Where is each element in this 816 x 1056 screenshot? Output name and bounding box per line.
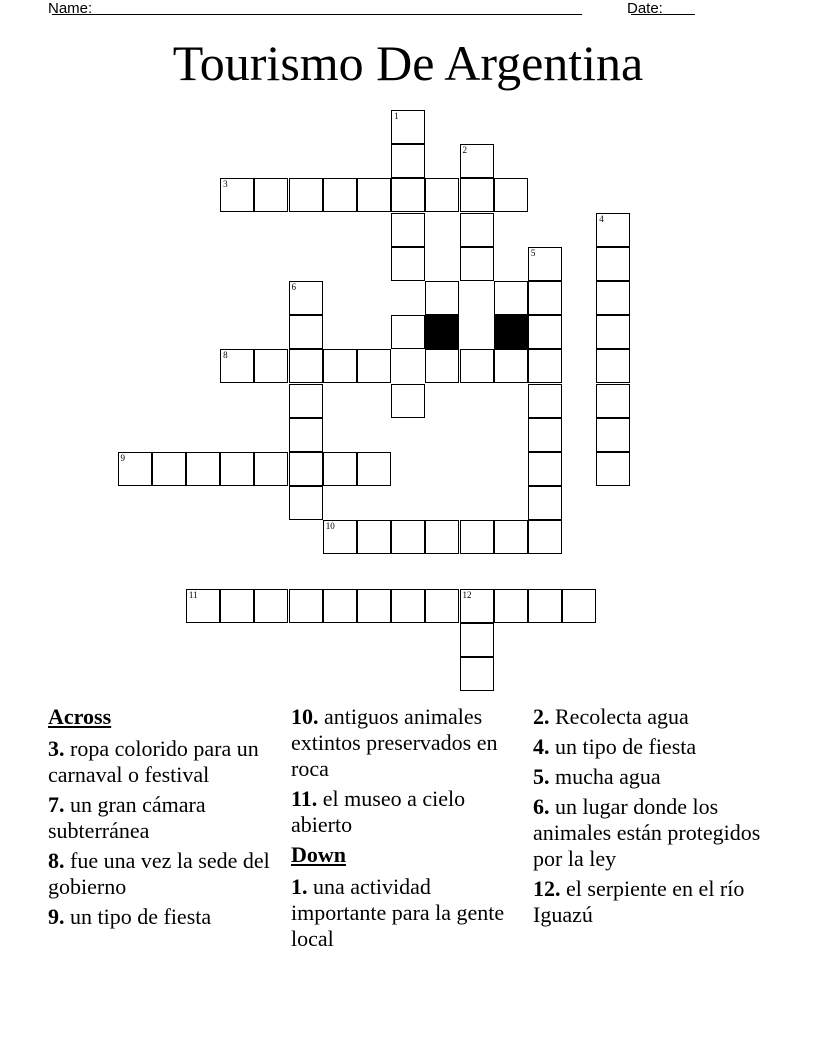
clue-number: 3 [223, 179, 228, 190]
grid-cell[interactable] [494, 281, 528, 315]
grid-cell[interactable] [289, 452, 323, 486]
clue-number: 6 [291, 282, 296, 292]
grid-cell[interactable] [186, 452, 220, 486]
grid-cell[interactable] [460, 623, 494, 657]
clue-item-text: fue una vez la sede del gobierno [48, 848, 270, 899]
grid-cell[interactable] [323, 178, 357, 212]
grid-cell[interactable] [460, 144, 494, 178]
across-heading: Across [48, 704, 112, 729]
grid-cell[interactable] [562, 589, 596, 623]
clue-item-number: 10. [291, 704, 319, 729]
black-cell [494, 315, 528, 349]
grid-cell[interactable] [528, 247, 562, 281]
grid-cell[interactable] [391, 178, 425, 212]
clue-item-number: 12. [533, 876, 561, 901]
clue-item-number: 5. [533, 764, 550, 789]
grid-cell[interactable] [220, 178, 254, 212]
grid-cell[interactable] [494, 178, 528, 212]
clue-item-number: 6. [533, 794, 550, 819]
clue-item-number: 2. [533, 704, 550, 729]
grid-cell[interactable] [528, 589, 562, 623]
across-clue-list-continued [291, 704, 516, 838]
clue-item-text: mucha agua [549, 764, 661, 789]
grid-cell[interactable] [596, 452, 630, 486]
clue-number: 10 [325, 521, 335, 532]
grid-cell[interactable] [460, 349, 494, 383]
clue-item-number: 11. [291, 786, 318, 811]
clue-item-number: 1. [291, 874, 308, 899]
clue-item-text: un tipo de fiesta [64, 904, 212, 929]
grid-cell[interactable] [391, 110, 425, 144]
grid-cell[interactable] [357, 349, 391, 383]
grid-cell[interactable] [289, 281, 323, 315]
clue-item [291, 704, 516, 782]
grid-cell[interactable] [596, 384, 630, 418]
clue-item-text: un tipo de fiesta [549, 734, 697, 759]
clue-item-number: 3. [48, 736, 65, 761]
grid-cell[interactable] [528, 486, 562, 520]
puzzle-title: Tourismo De Argentina [172, 35, 644, 91]
grid-cell[interactable] [220, 589, 254, 623]
grid-cell[interactable] [528, 452, 562, 486]
clue-item [533, 764, 773, 790]
grid-cell[interactable] [289, 486, 323, 520]
clue-item [533, 876, 773, 928]
grid-cell[interactable] [494, 520, 528, 554]
grid-cell[interactable] [528, 384, 562, 418]
grid-cell[interactable] [425, 178, 459, 212]
black-cell [425, 315, 459, 349]
clue-number: 11 [188, 589, 198, 600]
grid-cell[interactable] [425, 349, 459, 383]
clue-item-text: Recolecta agua [549, 704, 689, 729]
grid-cell[interactable] [323, 452, 357, 486]
down-clue-list [291, 874, 516, 952]
name-label: Name: [48, 0, 93, 17]
clue-item-text: ropa colorido para un carnaval o festival [48, 736, 259, 787]
grid-cell[interactable] [425, 520, 459, 554]
clue-item-number: 7. [48, 792, 65, 817]
grid-cell[interactable] [391, 213, 425, 247]
grid-cell[interactable] [254, 349, 288, 383]
clue-item [291, 874, 516, 952]
down-heading: Down [291, 842, 347, 867]
clue-item [533, 704, 773, 730]
grid-cell[interactable] [460, 657, 494, 691]
clue-item-number: 4. [533, 734, 550, 759]
clue-item [291, 786, 516, 838]
clues-column-3 [533, 704, 773, 932]
grid-cell[interactable] [425, 281, 459, 315]
clue-number: 12 [462, 589, 472, 600]
down-clue-list-continued [533, 704, 773, 928]
grid-cell[interactable] [186, 589, 220, 623]
grid-cell[interactable] [391, 315, 425, 349]
grid-cell[interactable] [460, 247, 494, 281]
grid-cell[interactable] [357, 520, 391, 554]
clues-column-1 [48, 704, 273, 934]
date-label: Date: [627, 0, 663, 17]
grid-cell[interactable] [596, 247, 630, 281]
clue-item [48, 792, 273, 844]
clues-column-2 [291, 704, 516, 956]
clue-number: 5 [530, 247, 536, 258]
grid-cell[interactable] [391, 520, 425, 554]
clue-item [48, 848, 273, 900]
grid-cell[interactable] [289, 589, 323, 623]
clue-item-text: antiguos animales extintos preservados en roca [291, 704, 498, 781]
grid-cell[interactable] [289, 418, 323, 452]
grid-cell[interactable] [220, 349, 254, 383]
grid-cell[interactable] [460, 589, 494, 623]
clue-number: 8 [223, 350, 228, 361]
clue-item [533, 734, 773, 760]
grid-cell[interactable] [152, 452, 186, 486]
grid-cell[interactable] [391, 384, 425, 418]
grid-cell[interactable] [254, 589, 288, 623]
grid-cell[interactable] [494, 349, 528, 383]
clue-number: 1 [394, 111, 399, 121]
grid-cell[interactable] [596, 349, 630, 383]
grid-cell[interactable] [425, 589, 459, 623]
grid-cell[interactable] [357, 178, 391, 212]
grid-cell[interactable] [323, 349, 357, 383]
grid-cell[interactable] [494, 589, 528, 623]
grid-cell[interactable] [357, 452, 391, 486]
clue-number: 4 [599, 213, 604, 224]
clue-number: 9 [120, 453, 125, 463]
clue-item-text: un lugar donde los animales están protegidos por la ley [533, 794, 761, 871]
grid-cell[interactable] [460, 213, 494, 247]
clue-number: 2 [462, 145, 467, 156]
grid-cell[interactable] [289, 315, 323, 349]
grid-cell[interactable] [323, 520, 357, 554]
grid-cell[interactable] [254, 452, 288, 486]
grid-cell[interactable] [528, 520, 562, 554]
grid-cell[interactable] [528, 349, 562, 383]
clue-item [48, 904, 273, 930]
clue-item-text: el museo a cielo abierto [291, 786, 466, 837]
clue-item [533, 794, 773, 872]
clue-item-text: el serpiente en el río Iguazú [533, 876, 745, 927]
grid-cell[interactable] [118, 452, 152, 486]
grid-cell[interactable] [289, 178, 323, 212]
grid-cell[interactable] [596, 418, 630, 452]
grid-cell[interactable] [528, 315, 562, 349]
grid-cell[interactable] [528, 281, 562, 315]
grid-cell[interactable] [220, 452, 254, 486]
grid-cell[interactable] [391, 247, 425, 281]
grid-cell[interactable] [596, 281, 630, 315]
clue-item-number: 8. [48, 848, 65, 873]
grid-cell[interactable] [460, 520, 494, 554]
grid-cell[interactable] [528, 418, 562, 452]
clue-item-number: 9. [48, 904, 65, 929]
grid-cell[interactable] [323, 589, 357, 623]
grid-cell[interactable] [289, 384, 323, 418]
grid-cell[interactable] [289, 349, 323, 383]
grid-cell[interactable] [596, 213, 630, 247]
grid-cell[interactable] [391, 589, 425, 623]
grid-cell[interactable] [357, 589, 391, 623]
clue-item-text: una actividad importante para la gente local [291, 874, 505, 951]
grid-cell[interactable] [460, 178, 494, 212]
grid-cell[interactable] [254, 178, 288, 212]
grid-cell[interactable] [596, 315, 630, 349]
clue-item-text: un gran cámara subterránea [48, 792, 206, 843]
clue-item [48, 736, 273, 788]
grid-cell[interactable] [391, 144, 425, 178]
across-clue-list [48, 736, 273, 930]
